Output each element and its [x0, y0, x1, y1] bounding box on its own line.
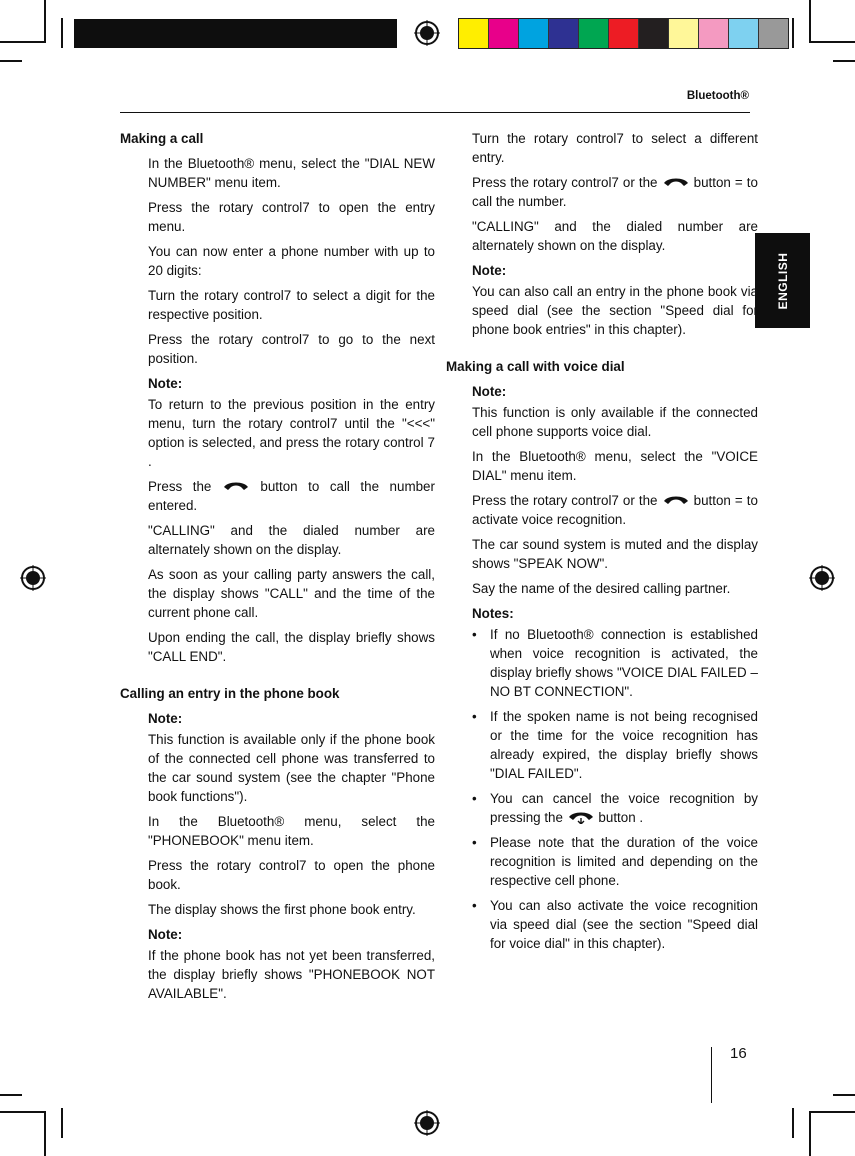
color-swatch — [669, 19, 699, 48]
right-column — [446, 129, 758, 959]
note-text: If the phone book has not yet been transferred, the display briefly shows "PHONEBOOK NOT AVAILABLE". — [148, 948, 435, 1001]
color-swatch — [609, 19, 639, 48]
color-swatch — [489, 19, 519, 48]
paragraph: As soon as your calling party answers the call, the display shows "CALL" and the time of the current phone call. — [148, 567, 435, 620]
phone-call-icon — [662, 177, 690, 189]
registration-mark-icon — [809, 565, 835, 591]
note-label: Note: — [148, 376, 183, 391]
header-divider — [120, 112, 750, 113]
note-text: This function is only available if the connected cell phone supports voice dial. — [472, 405, 758, 439]
paragraph: You can now enter a phone number with up to 20 digits: — [148, 244, 435, 278]
color-swatch — [729, 19, 759, 48]
notes-list — [472, 625, 758, 953]
paragraph: Say the name of the desired calling partner. — [472, 581, 731, 596]
paragraph: Turn the rotary control7 to select a digit for the respective position. — [148, 288, 435, 322]
paragraph: Upon ending the call, the display briefly shows "CALL END". — [148, 630, 435, 664]
paragraph — [472, 173, 758, 211]
color-swatch — [459, 19, 489, 48]
crop-mark — [809, 0, 811, 43]
crop-mark — [809, 41, 855, 43]
print-black-bar — [74, 19, 397, 48]
language-tab-label: ENGLISH — [775, 252, 790, 309]
paragraph-part: button to call the number entered. — [148, 479, 435, 513]
crop-mark — [792, 18, 794, 48]
crop-mark — [833, 1094, 855, 1096]
list-item-part: button . — [598, 810, 644, 825]
crop-mark — [0, 60, 22, 62]
section-heading: Calling an entry in the phone book — [120, 686, 340, 701]
paragraph-part: Press the — [148, 479, 212, 494]
paragraph — [472, 491, 758, 529]
color-swatch — [639, 19, 669, 48]
note-label: Note: — [148, 711, 183, 726]
phone-call-icon — [662, 495, 690, 507]
phone-call-icon — [222, 481, 250, 493]
paragraph-part: button = to call the number. — [472, 175, 758, 209]
paragraph — [148, 477, 435, 515]
crop-mark — [0, 41, 46, 43]
crop-mark — [833, 60, 855, 62]
crop-mark — [792, 1108, 794, 1138]
paragraph-part: Press the rotary control7 or the — [472, 175, 658, 190]
paragraph: The car sound system is muted and the display shows "SPEAK NOW". — [472, 537, 758, 571]
page-number-divider — [711, 1047, 712, 1103]
crop-mark — [809, 1111, 855, 1113]
note-text: You can also call an entry in the phone book via speed dial (see the section "Speed dial for phone book entries" in this chapter). — [472, 284, 758, 337]
crop-mark — [44, 1111, 46, 1156]
list-item: • If the spoken name is not being recognised or the time for the voice recognition has already expired, the display briefly shows "DIAL FAILED". — [472, 707, 758, 783]
color-swatch-strip — [458, 18, 789, 49]
note-text: This function is available only if the phone book of the connected cell phone was transferred to the car sound system (see the chapter "Phone book functions"). — [148, 732, 435, 804]
note-label: Note: — [472, 384, 507, 399]
list-item-part: You can cancel the voice recognition by pressing the — [490, 791, 758, 825]
color-swatch — [579, 19, 609, 48]
list-item: • Please note that the duration of the voice recognition is limited and depending on the respective cell phone. — [472, 833, 758, 890]
paragraph-part: button = to activate voice recognition. — [472, 493, 758, 527]
color-swatch — [759, 19, 788, 48]
registration-mark-icon — [414, 1110, 440, 1136]
note-text: To return to the previous position in the entry menu, turn the rotary control7 until the "<<<" option is selected, and press the rotary control 7 . — [148, 397, 435, 469]
page-header-title: Bluetooth® — [686, 90, 749, 102]
note-label: Note: — [148, 927, 183, 942]
crop-mark — [809, 1111, 811, 1156]
color-swatch — [519, 19, 549, 48]
registration-mark-icon — [414, 20, 440, 46]
notes-label: Notes: — [472, 606, 514, 621]
list-item: • You can also activate the voice recognition via speed dial (see the section "Speed dial for voice dial" in this chapter). — [472, 896, 758, 953]
phone-hangup-icon — [567, 812, 595, 824]
crop-mark — [61, 18, 63, 48]
paragraph: Press the rotary control7 to go to the next position. — [148, 332, 435, 366]
list-item — [472, 789, 758, 827]
list-item: • If no Bluetooth® connection is established when voice recognition is activated, the display briefly shows "VOICE DIAL FAILED – NO BT CONNECTION". — [472, 625, 758, 701]
registration-mark-icon — [20, 565, 46, 591]
paragraph-part: Press the rotary control7 or the — [472, 493, 658, 508]
paragraph: "CALLING" and the dialed number are alternately shown on the display. — [148, 523, 435, 557]
paragraph: Turn the rotary control7 to select a different entry. — [472, 131, 758, 165]
page-number: 16 — [730, 1045, 747, 1062]
paragraph: Press the rotary control7 to open the entry menu. — [148, 200, 435, 234]
paragraph: In the Bluetooth® menu, select the "VOICE DIAL" menu item. — [472, 449, 758, 483]
section-heading: Making a call with voice dial — [446, 359, 625, 374]
paragraph: In the Bluetooth® menu, select the "DIAL NEW NUMBER" menu item. — [148, 156, 435, 190]
section-heading: Making a call — [120, 131, 204, 146]
paragraph: Press the rotary control7 to open the phone book. — [148, 858, 435, 892]
paragraph: The display shows the first phone book entry. — [148, 902, 416, 917]
crop-mark — [0, 1111, 46, 1113]
paragraph: "CALLING" and the dialed number are alternately shown on the display. — [472, 219, 758, 253]
crop-mark — [0, 1094, 22, 1096]
note-label: Note: — [472, 263, 507, 278]
crop-mark — [44, 0, 46, 43]
color-swatch — [549, 19, 579, 48]
paragraph: In the Bluetooth® menu, select the "PHONEBOOK" menu item. — [148, 814, 435, 848]
left-column — [120, 129, 435, 1009]
crop-mark — [61, 1108, 63, 1138]
language-tab — [755, 233, 810, 328]
color-swatch — [699, 19, 729, 48]
